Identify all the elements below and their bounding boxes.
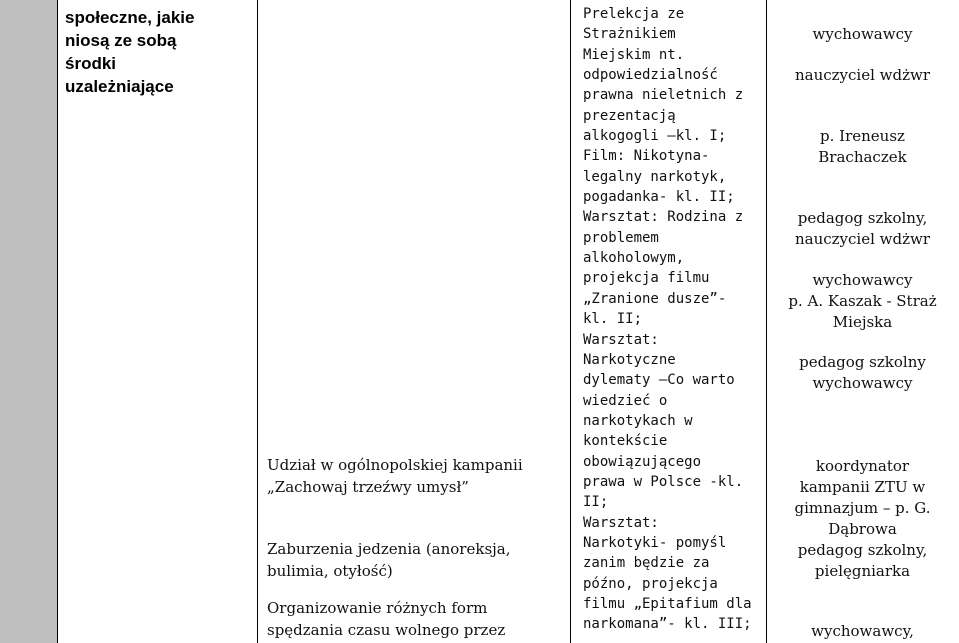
forms-line: filmu „Epitafium dla: [583, 595, 752, 612]
activity-line: „Zachowaj trzeźwy umysł”: [267, 477, 469, 496]
responsible-entry: [766, 208, 959, 250]
forms-line: alkoholowym,: [583, 250, 685, 267]
forms-line: obowiązującego: [583, 453, 702, 470]
forms-line: Strażnikiem: [583, 26, 676, 43]
forms-line: zanim będzie za: [583, 555, 710, 572]
responsible-line: gimnazjum – p. G.: [794, 499, 931, 517]
forms-line: Prelekcja ze: [583, 6, 685, 22]
responsible-cell: [766, 0, 959, 643]
forms-line: legalny narkotyk,: [583, 168, 727, 185]
forms-line: odpowiedzialność: [583, 67, 718, 84]
forms-line: Narkotyki- pomyśl: [583, 534, 727, 551]
forms-line: pogadanka- kl. II;: [583, 189, 735, 206]
responsible-line: p. Ireneusz: [820, 127, 905, 145]
responsible-line: wychowawcy,: [811, 622, 914, 640]
forms-line: prawa w Polsce -kl.: [583, 473, 744, 490]
responsible-entry: [766, 126, 959, 168]
activity-line: bulimia, otyłość): [267, 561, 393, 580]
forms-line: problemem: [583, 229, 659, 246]
responsible-line: pedagog szkolny: [799, 353, 926, 371]
forms-line: alkogogli –kl. I;: [583, 128, 727, 145]
activity-eating-disorders: [267, 539, 567, 582]
table-border: [570, 0, 571, 643]
forms-line: prezentacją: [583, 107, 676, 124]
table-border: [257, 0, 258, 643]
responsible-line: p. A. Kaszak - Straż: [788, 292, 937, 310]
responsible-line: nauczyciel wdżwr: [794, 230, 931, 248]
topic-line: społeczne, jakie: [65, 8, 195, 27]
forms-line: późno, projekcja: [583, 575, 718, 592]
forms-line: Film: Nikotyna-: [583, 148, 710, 165]
activity-line: Organizowanie różnych form: [267, 599, 488, 617]
responsible-entry: [766, 352, 959, 394]
table-border: [766, 0, 767, 643]
activity-line: Udział w ogólnopolskiej kampanii: [267, 456, 523, 474]
responsible-line: nauczyciel wdżwr: [794, 66, 931, 84]
forms-line: dylematy –Co warto: [583, 372, 735, 389]
responsible-line: wychowawcy: [812, 271, 913, 289]
responsible-entry: [766, 270, 959, 333]
topic-line: niosą ze sobą: [65, 31, 177, 50]
responsible-entry: [766, 456, 959, 582]
responsible-line: Brachaczek: [818, 148, 907, 166]
responsible-line: koordynator: [815, 457, 910, 475]
forms-line: wiedzieć o: [583, 392, 668, 409]
activity-free-time: [267, 598, 567, 641]
forms-line: Warsztat:: [583, 331, 659, 348]
forms-line: narkomana”- kl. III;: [583, 616, 752, 633]
forms-cell: [576, 0, 766, 643]
activity-line: spędzania czasu wolnego przez: [267, 620, 506, 639]
responsible-line: Dąbrowa: [828, 520, 897, 538]
forms-line: Miejskim nt.: [583, 46, 685, 63]
activities-cell: [257, 0, 570, 643]
responsible-line: Miejska: [832, 313, 893, 331]
responsible-entry: [766, 621, 959, 642]
forms-line: II;: [583, 494, 609, 511]
responsible-line: wychowawcy: [812, 374, 913, 392]
topic-line: uzależniające: [65, 77, 174, 96]
forms-line: prawna nieletnich z: [583, 87, 744, 104]
shaded-margin-column: [0, 0, 57, 643]
forms-line: Warsztat: Rodzina z: [583, 209, 744, 226]
responsible-entry: [766, 24, 959, 45]
responsible-line: wychowawcy: [812, 25, 913, 43]
responsible-line: kampanii ZTU w: [799, 478, 926, 496]
forms-line: „Zranione dusze”-: [583, 290, 727, 307]
forms-line: narkotykach w: [583, 412, 693, 429]
topic-cell: [57, 0, 257, 643]
responsible-line: pedagog szkolny,: [797, 209, 928, 227]
responsible-entry: [766, 65, 959, 86]
forms-line: kontekście: [583, 433, 668, 450]
forms-line: Warsztat:: [583, 514, 659, 531]
forms-line: kl. II;: [583, 311, 643, 328]
activity-line: Zaburzenia jedzenia (anoreksja,: [267, 540, 511, 558]
table-border: [57, 0, 58, 643]
topic-line: środki: [65, 54, 117, 73]
forms-line: projekcja filmu: [583, 270, 710, 287]
activity-campaign: [267, 455, 567, 498]
responsible-line: pedagog szkolny,: [797, 541, 928, 559]
responsible-line: pielęgniarka: [814, 562, 911, 580]
forms-line: Narkotyczne: [583, 351, 676, 368]
